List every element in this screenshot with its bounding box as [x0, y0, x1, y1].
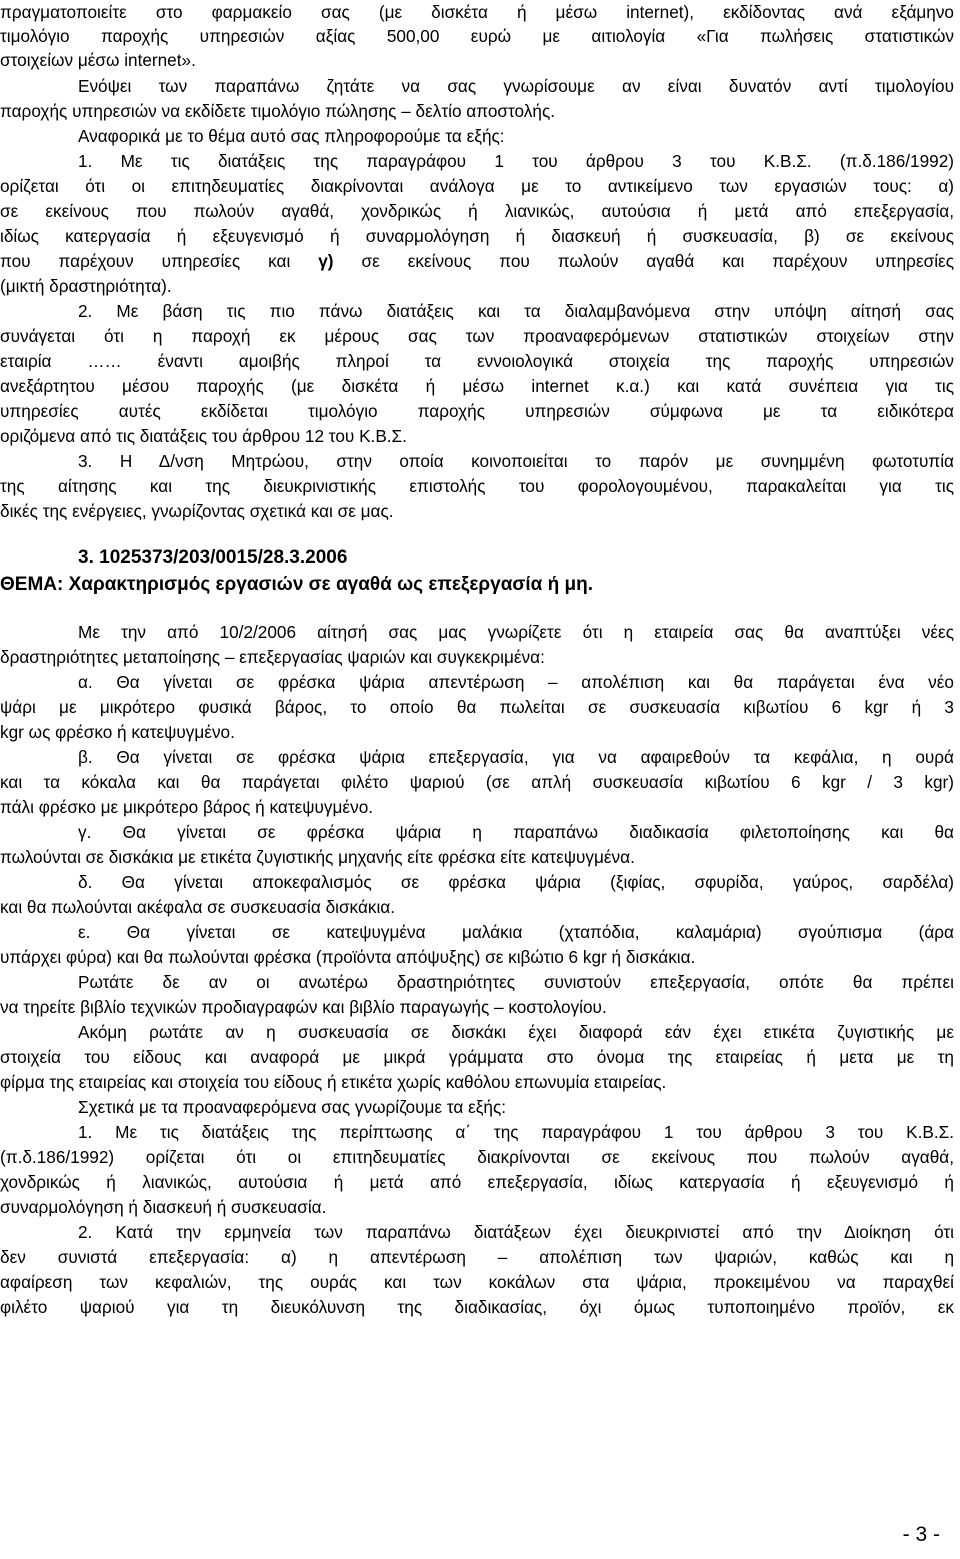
text-line: δραστηριότητες μεταποίησης – επεξεργασίας ψαριών και συγκεκριμένα: — [0, 647, 545, 667]
text-line: Ενόψει των παραπάνω ζητάτε να σας γνωρίσουμε αν είναι δυνατόν αντί τιμολογίου — [78, 76, 954, 96]
section-number: 3. 1025373/203/0015/28.3.2006 — [78, 547, 348, 568]
text-line: εταιρία …… έναντι αμοιβής πληροί τα εννοιολογικά στοιχεία της παροχής υπηρεσιών — [0, 351, 954, 371]
text-line: Αναφορικά με το θέμα αυτό σας πληροφορούμε τα εξής: — [78, 126, 505, 146]
text-line: σε εκείνους που πωλούν αγαθά, χονδρικώς ή λιανικώς, αυτούσια ή μετά από επεξεργασία, — [0, 201, 954, 221]
page-number: - 3 - — [902, 1523, 940, 1546]
text-line: υπάρχει φύρα) και θα πωλούνται φρέσκα (προϊόντα απόψυξης) σε κιβώτιο 6 kgr ή δισκάκια. — [0, 947, 696, 967]
text-line: χονδρικώς ή λιανικώς, αυτούσια ή μετά από επεξεργασία, ιδίως κατεργασία ή εξευγενισμό ή — [0, 1172, 954, 1192]
text-line: ορίζεται ότι οι επιτηδευματίες διακρίνονται ανάλογα με το αντικείμενο των εργασιών τους: α) — [0, 176, 954, 196]
text-line: πάλι φρέσκο με μικρότερο βάρος ή κατεψυγμένο. — [0, 797, 374, 817]
text-line: πραγματοποιείτε στο φαρμακείο σας (με δισκέτα ή μέσω internet), εκδίδοντας ανά εξάμηνο — [0, 2, 954, 22]
text-line: δ. Θα γίνεται αποκεφαλισμός σε φρέσκα ψάρια (ξιφίας, σφυρίδα, γαύρος, σαρδέλα) — [78, 872, 954, 892]
text-line: 1. Με τις διατάξεις της παραγράφου 1 του άρθρου 3 του Κ.Β.Σ. (π.δ.186/1992) — [78, 151, 954, 171]
text-line: να τηρείτε βιβλίο τεχνικών προδιαγραφών και βιβλίο παραγωγής – κοστολογίου. — [0, 997, 607, 1017]
text-line: ε. Θα γίνεται σε κατεψυγμένα μαλάκια (χταπόδια, καλαμάρια) σγούπισμα (άρα — [78, 922, 954, 942]
text-line: συναρμολόγηση ή διασκευή ή συσκευασία. — [0, 1197, 327, 1217]
text-line: 3. Η Δ/νση Μητρώου, στην οποία κοινοποιείται το παρόν με συνημμένη φωτοτυπία — [78, 451, 954, 471]
text-line: της αίτησης και της διευκρινιστικής επιστολής του φορολογουμένου, παρακαλείται για τις — [0, 476, 954, 496]
text-line: φίρμα της εταιρείας και στοιχεία του είδους ή ετικέτα χωρίς καθόλου επωνυμία εταιρείας. — [0, 1072, 667, 1092]
text-line: kgr ως φρέσκο ή κατεψυγμένο. — [0, 722, 235, 742]
text-line: ψάρι με μικρότερο φυσικά βάρος, το οποίο θα πωλείται σε συσκευασία κιβωτίου 6 kgr ή 3 — [0, 697, 954, 717]
text-line: ανεξάρτητου μέσου παροχής (με δισκέτα ή μέσω internet κ.α.) και κατά συνέπεια για τις — [0, 376, 954, 396]
text-line: οριζόμενα από τις διατάξεις του άρθρου 12 του Κ.Β.Σ. — [0, 426, 407, 446]
text-line: στοιχεία του είδους και αναφορά με μικρά γράμματα στο όνομα της εταιρείας ή μετα με τη — [0, 1047, 954, 1067]
text-line: τιμολόγιο παροχής υπηρεσιών αξίας 500,00 ευρώ με αιτιολογία «Για πωλήσεις στατιστικών — [0, 26, 954, 46]
text-line: 2. Με βάση τις πιο πάνω διατάξεις και τα διαλαμβανόμενα στην υπόψη αίτησή σας — [78, 301, 954, 321]
text-line: (μικτή δραστηριότητα). — [0, 276, 172, 296]
text-line: β. Θα γίνεται σε φρέσκα ψάρια επεξεργασία, για να αφαιρεθούν τα κεφάλια, η ουρά — [78, 747, 954, 767]
text-line: υπηρεσίες αυτές εκδίδεται τιμολόγιο παροχής υπηρεσιών σύμφωνα με τα ειδικότερα — [0, 401, 954, 421]
text-line: και τα κόκαλα και θα παράγεται φιλέτο ψαριού (σε απλή συσκευασία κιβωτίου 6 kgr / 3 kgr) — [0, 772, 954, 792]
text-line: (π.δ.186/1992) ορίζεται ότι οι επιτηδευματίες διακρίνονται σε εκείνους που πωλούν αγαθά, — [0, 1147, 954, 1167]
text-line: α. Θα γίνεται σε φρέσκα ψάρια απεντέρωση – απολέπιση και θα παράγεται ένα νέο — [78, 672, 954, 692]
text-line: Με την από 10/2/2006 αίτησή σας μας γνωρίζετε ότι η εταιρεία σας θα αναπτύξει νέες — [78, 622, 954, 642]
text-line-start: που παρέχουν υπηρεσίες και — [0, 251, 319, 271]
text-line: Ακόμη ρωτάτε αν η συσκευασία σε δισκάκι έχει διαφορά εάν έχει ετικέτα ζυγιστικής με — [78, 1022, 954, 1042]
text-line: αφαίρεση των κεφαλιών, της ουράς και των κοκάλων στα ψάρια, προκειμένου να παραχθεί — [0, 1272, 954, 1292]
text-line: 1. Με τις διατάξεις της περίπτωσης α΄ της παραγράφου 1 του άρθρου 3 του Κ.Β.Σ. — [78, 1122, 954, 1142]
text-line: στοιχείων μέσω internet». — [0, 50, 196, 70]
section-subject: ΘΕΜΑ: Χαρακτηρισμός εργασιών σε αγαθά ως επεξεργασία ή μη. — [0, 574, 594, 595]
text-line: συνάγεται ότι η παροχή εκ μέρους σας των προαναφερόμενων στατιστικών στοιχείων στην — [0, 326, 954, 346]
text-line: πωλούνται σε δισκάκια με ετικέτα ζυγιστικής μηχανής είτε φρέσκα είτε κατεψυγμένα. — [0, 847, 635, 867]
text-line: παροχής υπηρεσιών να εκδίδετε τιμολόγιο πώλησης – δελτίο αποστολής. — [0, 101, 555, 121]
text-line: δικές της ενέργειες, γνωρίζοντας σχετικά και σε μας. — [0, 501, 394, 521]
text-line: φιλέτο ψαριού για τη διευκόλυνση της διαδικασίας, όχι όμως τυποποιημένο προϊόν, εκ — [0, 1297, 954, 1317]
text-line-end: σε εκείνους που πωλούν αγαθά και παρέχουν υπηρεσίες — [333, 251, 954, 271]
text-line: ιδίως κατεργασία ή εξευγενισμό ή συναρμολόγηση ή διασκευή ή συσκευασία, β) σε εκείνους — [0, 226, 954, 246]
text-line: Ρωτάτε δε αν οι ανωτέρω δραστηριότητες συνιστούν επεξεργασία, οπότε θα πρέπει — [78, 972, 954, 992]
text-line: Σχετικά με τα προαναφερόμενα σας γνωρίζουμε τα εξής: — [78, 1097, 507, 1117]
text-line: γ. Θα γίνεται σε φρέσκα ψάρια η παραπάνω διαδικασία φιλετοποίησης και θα — [78, 822, 954, 842]
text-line: δεν συνιστά επεξεργασία: α) η απεντέρωση – απολέπιση των ψαριών, καθώς και η — [0, 1247, 954, 1267]
text-bold-marker: γ) — [318, 251, 334, 271]
text-line: 2. Κατά την ερμηνεία των παραπάνω διατάξεων έχει διευκρινιστεί από την Διοίκηση ότι — [78, 1222, 954, 1242]
text-line: και θα πωλούνται ακέφαλα σε συσκευασία δισκάκια. — [0, 897, 396, 917]
text-line — [0, 249, 954, 273]
